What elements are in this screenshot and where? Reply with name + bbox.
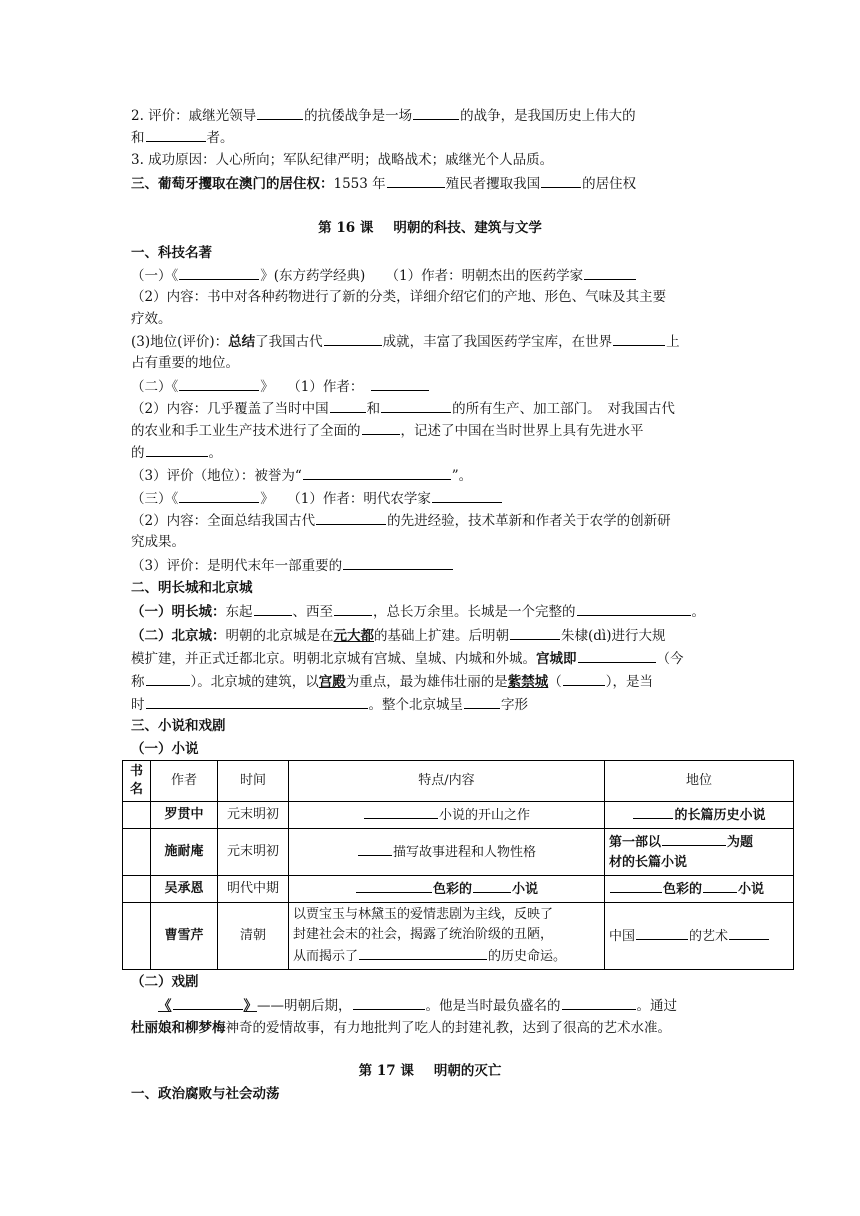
cell-author: 吴承恩 bbox=[151, 876, 218, 903]
item-1-line: （一）《 》(东方药学经典) （1）作者：明朝杰出的医药学家 bbox=[131, 265, 637, 286]
section-politics-heading: 一、政治腐败与社会动荡 bbox=[131, 1086, 280, 1102]
lesson-17-heading: 第 17 课 明朝的灭亡 bbox=[358, 1063, 502, 1079]
table-row bbox=[123, 876, 794, 903]
table-row bbox=[123, 802, 794, 829]
drama-subheading: （二）戏剧 bbox=[131, 974, 199, 990]
cell-time: 元末明初 bbox=[218, 829, 289, 876]
section-novels-heading: 三、小说和戏剧 bbox=[131, 718, 226, 734]
drama-line-2: 杜丽娘和柳梦梅神奇的爱情故事，有力地批判了吃人的封建礼教，达到了很高的艺术水准。 bbox=[131, 1020, 671, 1036]
header-book: 书名 bbox=[123, 761, 151, 802]
item-1-content: （2）内容：书中对各种药物进行了新的分类，详细介绍它们的产地、形色、气味及其主要 bbox=[131, 289, 667, 305]
evaluation-line-2: 和 者。 bbox=[131, 127, 234, 148]
cell-feature: 色彩的 小说 bbox=[289, 876, 605, 903]
lesson-16-heading: 第 16 课 明朝的科技、建筑与文学 bbox=[318, 220, 542, 236]
cell-time: 清朝 bbox=[218, 903, 289, 970]
great-wall-line: （一）明长城：东起 、西至 ，总长万余里。长城是一个完整的 。 bbox=[131, 601, 705, 622]
cell-status: 中国 的艺术 bbox=[605, 903, 794, 970]
table-row bbox=[123, 903, 794, 970]
section-wall-heading: 二、明长城和北京城 bbox=[131, 580, 253, 596]
beijing-line-4: 时 。整个北京城呈 字形 bbox=[131, 694, 528, 715]
table-row bbox=[123, 829, 794, 876]
item-2-content-2: 的农业和手工业生产技术进行了全面的 ，记述了中国在当时世界上具有先进水平 bbox=[131, 420, 644, 441]
item-2-content-3: 的 。 bbox=[131, 442, 222, 463]
section-tech-heading: 一、科技名著 bbox=[131, 245, 212, 261]
cell-status: 的长篇历史小说 bbox=[605, 802, 794, 829]
beijing-line-3: 称 ）。北京城的建筑，以宫殿为重点，最为雄伟壮丽的是紫禁城（ ），是当 bbox=[131, 671, 653, 692]
item-1-status: (3)地位(评价)：总结了我国古代 成就，丰富了我国医药学宝库，在世界 上 bbox=[131, 331, 680, 352]
item-3-evaluation: （3）评价：是明代末年一部重要的 bbox=[131, 555, 454, 576]
cell-status: 色彩的 小说 bbox=[605, 876, 794, 903]
novels-subheading: （一）小说 bbox=[131, 741, 199, 757]
cell-author: 施耐庵 bbox=[151, 829, 218, 876]
item-3-content: （2）内容：全面总结我国古代 的先进经验，技术革新和作者关于农学的创新研 bbox=[131, 510, 671, 531]
item-2-line: （二）《 》 （1）作者： bbox=[131, 376, 430, 397]
table-header-row bbox=[123, 761, 794, 802]
cell-time: 明代中期 bbox=[218, 876, 289, 903]
macau-line: 三、葡萄牙攫取在澳门的居住权：1553 年 殖民者攫取我国 的居住权 bbox=[131, 173, 636, 194]
beijing-line-2: 模扩建，并正式迁都北京。明朝北京城有宫城、皇城、内城和外城。宫城即 （今 bbox=[131, 648, 684, 669]
beijing-line: （二）北京城：明朝的北京城是在元大都的基础上扩建。后明朝 朱棣(dì)进行大规 bbox=[131, 625, 666, 646]
item-2-evaluation: （3）评价（地位）：被誉为“ ”。 bbox=[131, 465, 472, 486]
item-1-content-2: 疗效。 bbox=[131, 311, 172, 327]
item-3-content-2: 究成果。 bbox=[131, 534, 185, 550]
success-reasons: 3. 成功原因：人心所向；军队纪律严明；战略战术；戚继光个人品质。 bbox=[131, 152, 554, 168]
cell-feature: 描写故事进程和人物性格 bbox=[289, 829, 605, 876]
item-3-line: （三）《 》 （1）作者：明代农学家 bbox=[131, 488, 503, 509]
novels-table bbox=[122, 760, 794, 970]
cell-feature: 以贾宝玉与林黛玉的爱情悲剧为主线，反映了 封建社会末的社会，揭露了统治阶级的丑陋， 从而揭示了 的历史命运。 bbox=[289, 903, 605, 970]
header-author: 作者 bbox=[151, 761, 218, 802]
cell-feature: 小说的开山之作 bbox=[289, 802, 605, 829]
cell-author: 曹雪芹 bbox=[151, 903, 218, 970]
cell-status: 第一部以 为题 材的长篇小说 bbox=[605, 829, 794, 876]
item-2-content: （2）内容：几乎覆盖了当时中国 和 的所有生产、加工部门。 对我国古代 bbox=[131, 398, 675, 419]
header-status: 地位 bbox=[605, 761, 794, 802]
item-1-status-2: 占有重要的地位。 bbox=[131, 355, 239, 371]
cell-author: 罗贯中 bbox=[151, 802, 218, 829]
header-feature: 特点/内容 bbox=[289, 761, 605, 802]
drama-line: 《 》——明朝后期， 。他是当时最负盛名的 。通过 bbox=[158, 995, 677, 1016]
cell-time: 元末明初 bbox=[218, 802, 289, 829]
evaluation-line: 2. 评价：戚继光领导 的抗倭战争是一场 的战争，是我国历史上伟大的 bbox=[131, 105, 636, 126]
header-time: 时间 bbox=[218, 761, 289, 802]
